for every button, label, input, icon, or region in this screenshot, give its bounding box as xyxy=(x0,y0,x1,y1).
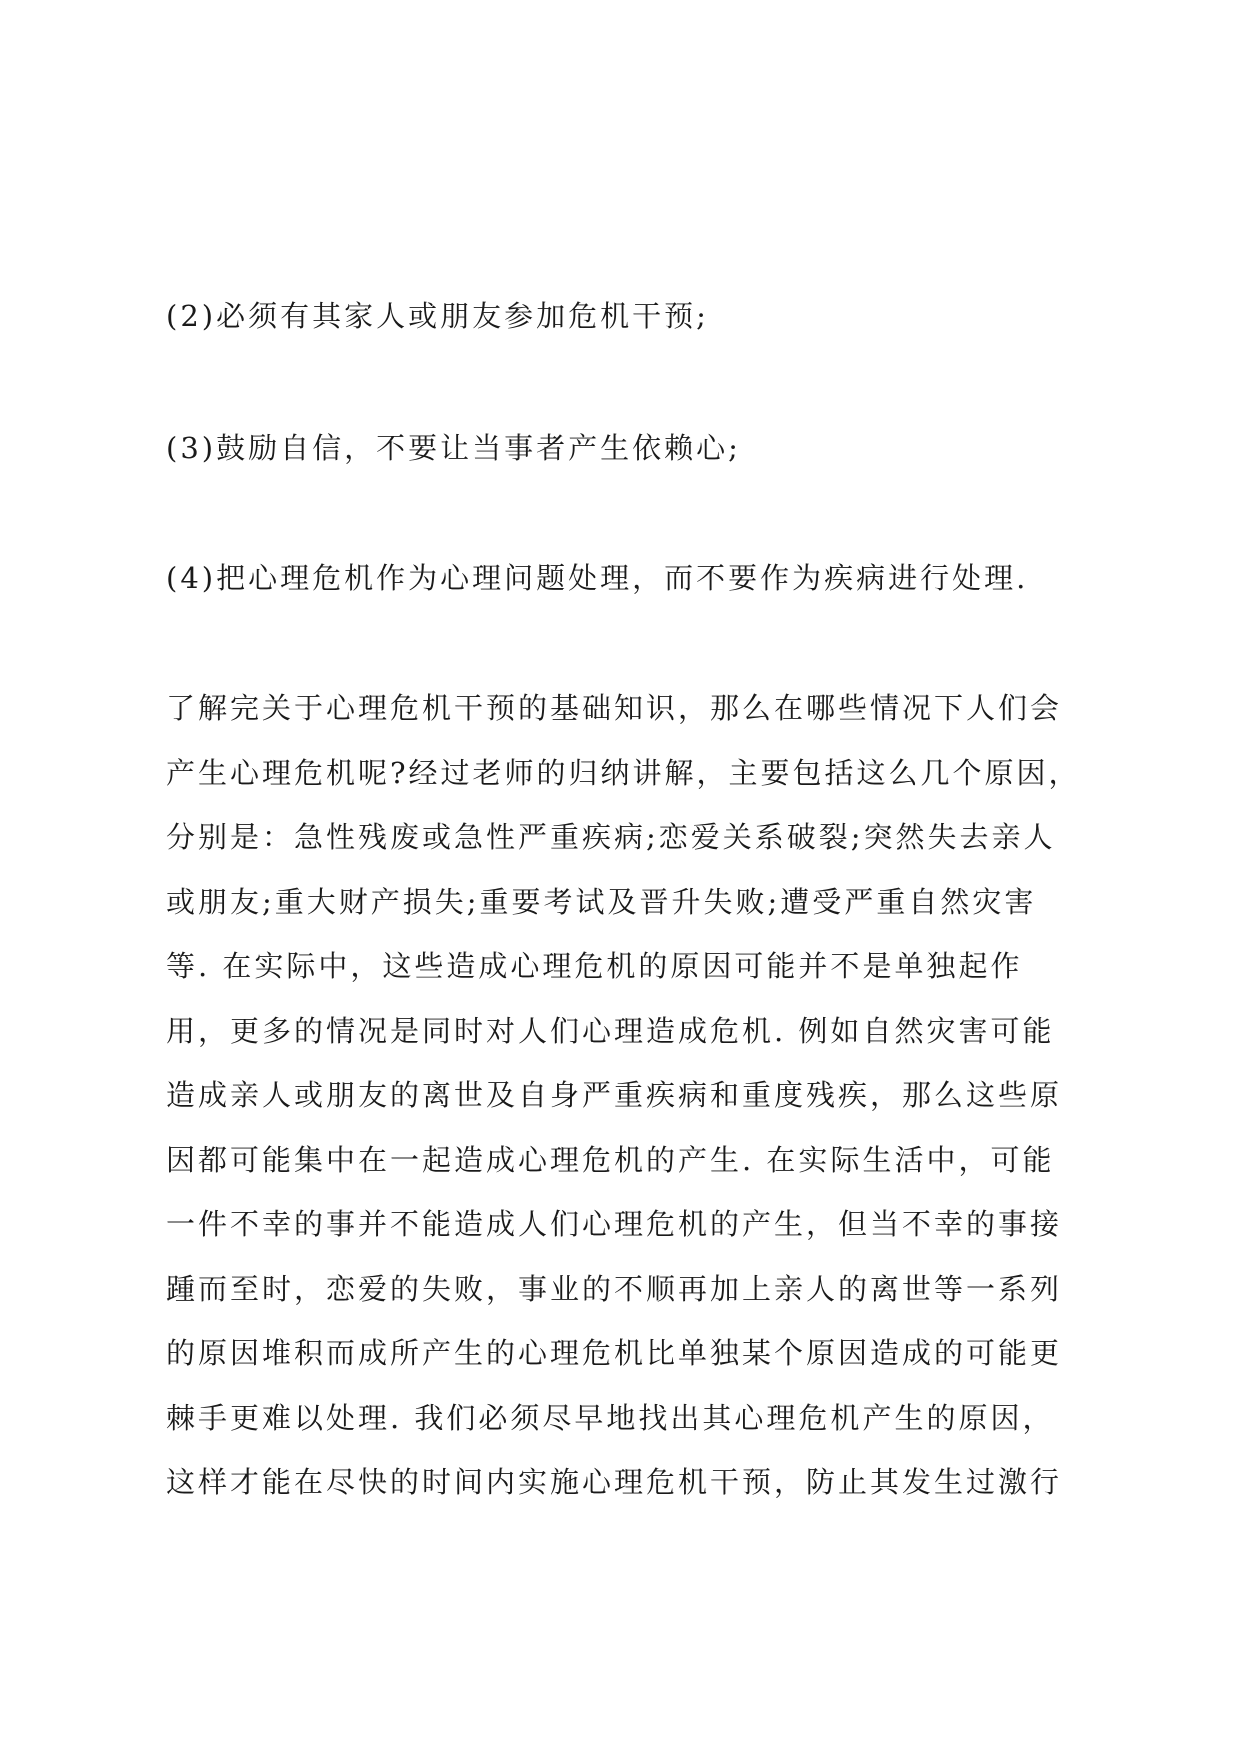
paragraph-line: 了解完关于心理危机干预的基础知识，那么在哪些情况下人们会 xyxy=(166,691,1063,725)
paragraph-line: 用，更多的情况是同时对人们心理造成危机. 例如自然灾害可能 xyxy=(166,1013,1055,1048)
paragraph-line: 分别是：急性残废或急性严重疾病;恋爱关系破裂;突然失去亲人 xyxy=(166,820,1056,854)
list-item-4: (4)把心理危机作为心理问题处理，而不要作为疾病进行处理. xyxy=(166,561,1029,595)
paragraph-line: 一件不幸的事并不能造成人们心理危机的产生，但当不幸的事接 xyxy=(166,1207,1063,1241)
list-item-3: (3)鼓励自信，不要让当事者产生依赖心; xyxy=(166,431,741,465)
paragraph-line: 产生心理危机呢?经过老师的归纳讲解，主要包括这么几个原因， xyxy=(166,755,1081,790)
paragraph-line: 这样才能在尽快的时间内实施心理危机干预，防止其发生过激行 xyxy=(166,1465,1063,1499)
list-item-2: (2)必须有其家人或朋友参加危机干预; xyxy=(166,299,709,333)
paragraph-line: 因都可能集中在一起造成心理危机的产生. 在实际生活中，可能 xyxy=(166,1142,1055,1177)
paragraph-line: 踵而至时，恋爱的失败，事业的不顺再加上亲人的离世等一系列 xyxy=(166,1271,1063,1306)
paragraph-line: 棘手更难以处理. 我们必须尽早地找出其心理危机产生的原因， xyxy=(166,1400,1055,1435)
paragraph-line: 或朋友;重大财产损失;重要考试及晋升失败;遭受严重自然灾害 xyxy=(166,884,1037,919)
paragraph-line: 等. 在实际中，这些造成心理危机的原因可能并不是单独起作 xyxy=(166,949,1023,983)
paragraph-line: 造成亲人或朋友的离世及自身严重疾病和重度残疾，那么这些原 xyxy=(166,1078,1063,1112)
body-paragraph xyxy=(166,688,1096,1527)
paragraph-line: 的原因堆积而成所产生的心理危机比单独某个原因造成的可能更 xyxy=(166,1336,1063,1370)
